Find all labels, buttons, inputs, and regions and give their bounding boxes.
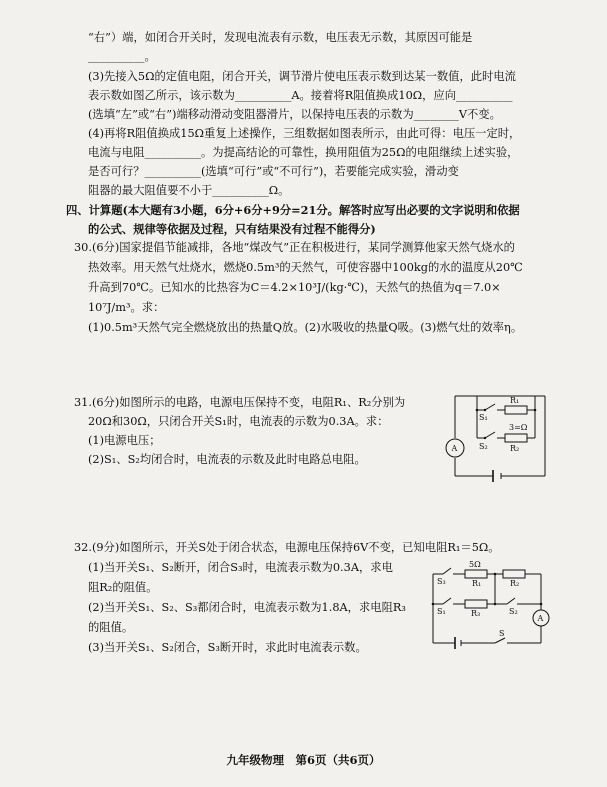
q29-text-line-7: 电流与电阻__________。为提高结论的可靠性，换用阻值为25Ω的电阻继续上述实验， [88,146,519,159]
q29-text-line-2: __________。 [88,50,156,63]
q30-line-3: 升高到70℃。已知水的比热容为C＝4.2×10³J/(kg·℃)，天然气的热值为q＝7.0× [88,281,501,294]
q31-s2-label: S₂ [479,442,488,451]
q29-text-line-6: (4)再将R阻值换成15Ω重复上述操作，三组数据如图表所示，由此可得：电压一定时， [88,127,521,140]
q31-circuit-diagram [435,388,555,483]
q31-s1-label: S₁ [479,413,488,422]
q32-line-6: (3)当开关S₁、S₂闭合，S₃断开时，求此时电流表示数。 [88,641,367,654]
q29-text-line-1: “右”）端，如闭合开关时，发现电流表有示数，电压表无示数，其原因可能是 [88,31,473,44]
q32-line-3: 阻R₂的阻值。 [88,581,158,594]
q32-r3-label: R₃ [471,609,481,618]
q31-r1-label: R₁ [510,396,520,405]
q32-s2-label: S₂ [509,607,518,616]
q30-line-2: 热效率。用天然气灶烧水，燃烧0.5m³的天然气，可使容器中100kg的水的温度从20℃ [88,261,523,274]
q30-line-1: 30.(6分)国家提倡节能减排，各地“煤改气”正在积极进行，某同学测算他家天然气烧水的 [74,241,515,254]
q32-line-2: (1)当开关S₁、S₂断开，闭合S₃时，电流表示数为0.3A，求电 [88,561,393,574]
q29-text-line-4: 表示数如图乙所示，该示数为__________A。接着将R阻值换成10Ω，应向__________ [88,89,513,102]
q32-r1-label: R₁ [472,579,482,588]
page-footer: 九年级物理 第6页（共6页） [226,753,381,767]
q29-text-line-3: (3)先接入5Ω的定值电阻，闭合开关，调节滑片使电压表示数到达某一数值，此时电流 [88,70,516,83]
q32-s3-label: S₃ [437,577,446,586]
q31-line-1: 31.(6分)如图所示的电路，电源电压保持不变，电阻R₁、R₂分别为 [74,396,406,409]
q31-r2-label: R₂ [510,444,520,453]
q32-r2-label: R₂ [510,579,520,588]
q32-s-label: S [499,629,505,638]
q32-circuit-diagram [425,558,550,658]
q32-line-1: 32.(9分)如图所示，开关S处于闭合状态，电源电压保持6V不变，已知电阻R₁＝5Ω。 [74,541,500,554]
q29-text-line-9: 阻器的最大阻值要不小于__________Ω。 [88,184,290,197]
q31-line-4: (2)S₁、S₂均闭合时，电流表的示数及此时电路总电阻。 [88,453,366,466]
q29-text-line-5: (选填“左”或“右”)端移动滑动变阻器滑片，以保持电压表的示数为________V不变。 [88,108,501,121]
q30-line-5: (1)0.5m³天然气完全燃烧放出的热量Q放。(2)水吸收的热量Q吸。(3)燃气灶的效率η。 [88,321,523,334]
q31-line-3: (1)电源电压； [88,434,161,447]
q32-r1-value-label: 5Ω [469,560,481,569]
section-4-heading-line-1: 四、计算题(本大题有3小题，6分+6分+9分=21分。解答时应写出必要的文字说明和依据 [66,203,520,217]
q30-line-4: 10⁷J/m³。求： [88,301,165,314]
section-4-heading-line-2: 的公式、规律等依据及过程，只有结果没有过程不能得分) [88,222,376,236]
q32-s1-label: S₁ [437,607,446,616]
q31-line-2: 20Ω和30Ω，只闭合开关S₁时，电流表的示数为0.3A。求： [88,415,389,428]
q32-ammeter-label: A [537,614,544,623]
q32-line-4: (2)当开关S₁、S₂、S₃都闭合时，电流表示数为1.8A，求电阻R₃ [88,601,406,614]
q29-text-line-8: 是否可行？__________(选填“可行”或“不可行”)，若要能完成实验，滑动变 [88,165,459,178]
q32-line-5: 的阻值。 [88,621,134,634]
q31-ammeter-label: A [451,444,458,453]
q31-r2-value-label: 3=Ω [509,423,528,432]
